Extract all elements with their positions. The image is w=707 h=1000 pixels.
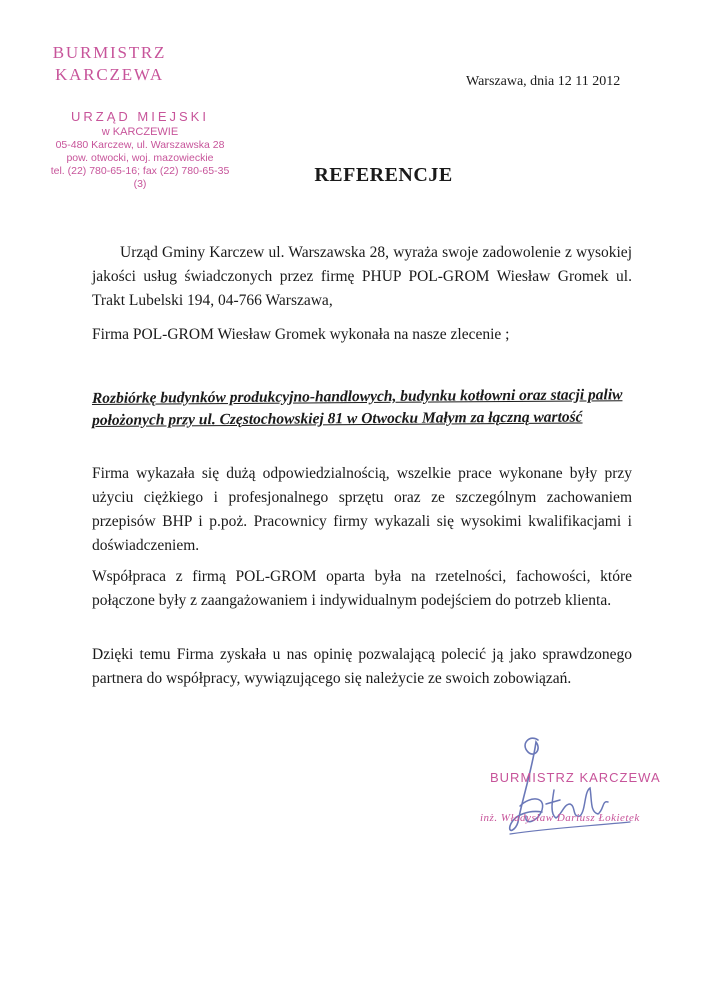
mayor-stamp-line2: KARCZEWA: [55, 65, 164, 84]
office-name: URZĄD MIEJSKI: [71, 109, 209, 124]
signature-stamp-title: BURMISTRZ KARCZEWA: [490, 770, 661, 785]
handwritten-signature: [490, 730, 640, 845]
letter-date: Warszawa, dnia 12 11 2012: [466, 74, 621, 89]
office-address: 05-480 Karczew, ul. Warszawska 28: [55, 139, 225, 151]
mayor-stamp: [42, 42, 177, 86]
office-number: (3): [133, 178, 147, 190]
paragraph-order: Firma POL-GROM Wiesław Gromek wykonała na nasze zlecenie ;: [92, 326, 510, 343]
paragraph-intro: Urząd Gminy Karczew ul. Warszawska 28, wyraża swoje zadowolenie z wysokiej jakości usług świadczonych przez firmę PHUP POL-GROM Wiesław Gromek ul. Trakt Lubelski 194, 04-766 Warszawa,: [92, 244, 632, 309]
signature-stamp-name: inż. Władysław Dariusz Łokietek: [480, 812, 640, 824]
office-phone: tel. (22) 780-65-16; fax (22) 780-65-35: [50, 165, 230, 177]
paragraph-recommendation: Dzięki temu Firma zyskała u nas opinię pozwalającą polecić ją jako sprawdzonego partnera do współpracy, wywiązującego się należycie ze swoich zobowiązań.: [92, 646, 632, 687]
paragraph-responsibility: Firma wykazała się dużą odpowiedzialnością, wszelkie prace wykonane były przy użyciu ciężkiego i profesjonalnego sprzętu oraz ze szczególnym zachowaniem przepisów BHP i p.poż. Pracownicy firmy wykazali się wysokimi kwalifikacjami i doświadczeniem.: [92, 465, 632, 554]
letter-heading: REFERENCJE: [314, 164, 453, 186]
paragraph-cooperation: Współpraca z firmą POL-GROM oparta była na rzetelności, fachowości, które połączone były z zaangażowaniem i indywidualnym podejściem do potrzeb klienta.: [92, 568, 632, 609]
scope-of-work: Rozbiórkę budynków produkcyjno-handlowych, budynku kotłowni oraz stacji paliw położonych przy ul. Częstochowskiej 81 w Otwocku Małym za łączną wartość: [91, 386, 623, 429]
office-district: pow. otwocki, woj. mazowieckie: [66, 152, 214, 164]
mayor-stamp-line1: BURMISTRZ: [52, 43, 167, 62]
office-location: w KARCZEWIE: [101, 126, 179, 138]
